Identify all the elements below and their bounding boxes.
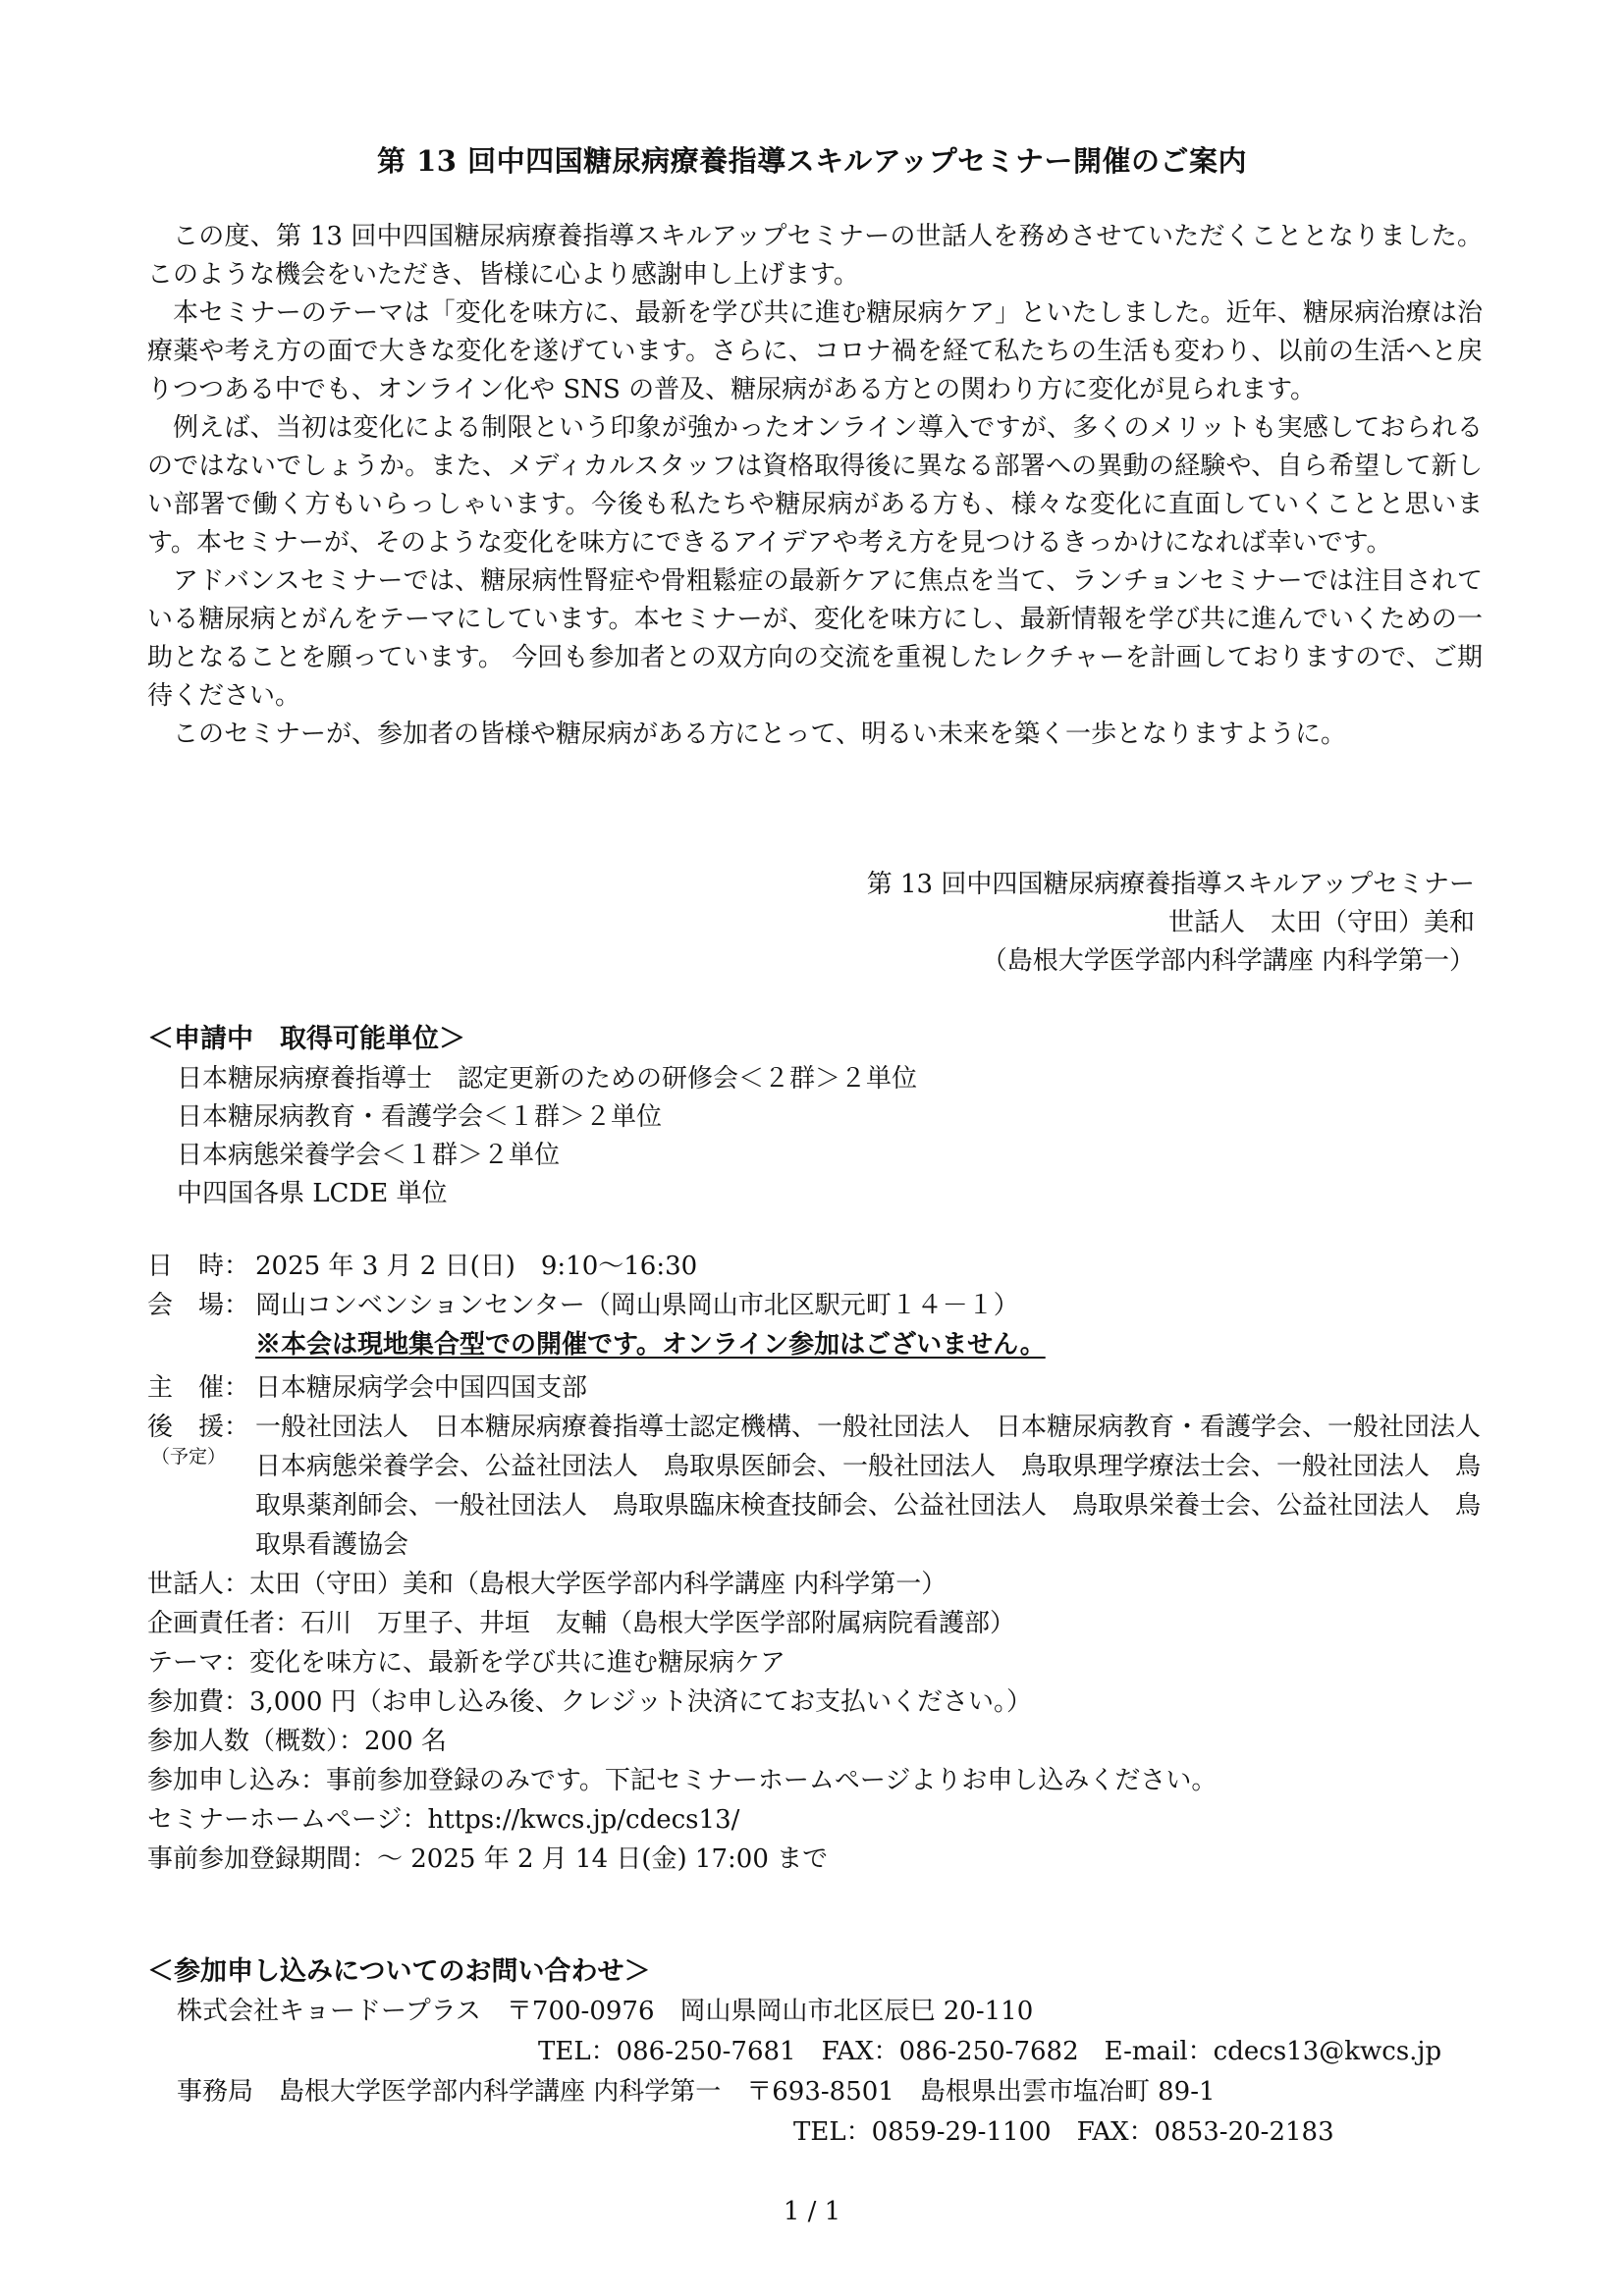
theme-line: テーマ：変化を味方に、最新を学び共に進む糖尿病ケア	[147, 1648, 786, 1678]
units-item: 日本糖尿病教育・看護学会＜１群＞２単位	[177, 1102, 663, 1132]
units-item: 日本糖尿病療養指導士 認定更新のための研修会＜２群＞２単位	[177, 1064, 918, 1094]
page-number: 1 / 1	[783, 2197, 841, 2226]
venue-value: 岡山コンベンションセンター（岡山県岡山市北区駅元町１４－１）	[255, 1291, 1019, 1320]
host-row	[147, 1368, 1488, 1408]
units-list	[177, 1060, 917, 1213]
intro-paragraph: 例えば、当初は変化による制限という印象が強かったオンライン導入ですが、多くのメリットも実感しておられるのではないでしょうか。また、メディカルスタッフは資格取得後に異なる部署への異動の経験や、自ら希望して新しい部署で働く方もいらっしゃいます。今後も私たちや糖尿病がある方も、様々な変化に直面していくことと思います。本セミナーが、そのような変化を味方にできるアイデアや考え方を見つけるきっかけになれば幸いです。	[147, 413, 1483, 558]
host-label: 主 催：	[147, 1373, 250, 1403]
office-tel-line: TEL：0859-29-1100 FAX：0853-20-2183	[793, 2117, 1334, 2147]
units-heading: ＜申請中 取得可能単位＞	[147, 1024, 465, 1054]
support-label: 後 援：	[147, 1413, 250, 1442]
intro-paragraph: アドバンスセミナーでは、糖尿病性腎症や骨粗鬆症の最新ケアに焦点を当て、ランチョンセミナーでは注目されている糖尿病とがんをテーマにしています。本セミナーが、変化を味方にし、最新情報を学び共に進んでいくための一助となることを願っています。 今回も参加者との双方向の交流を重視したレクチャーを計画しておりますので、ご期待ください。	[147, 566, 1483, 711]
host-value: 日本糖尿病学会中国四国支部	[255, 1373, 588, 1403]
venue-label: 会 場：	[147, 1291, 250, 1320]
organizer-line: 世話人：太田（守田）美和（島根大学医学部内科学講座 内科学第一）	[147, 1570, 947, 1599]
support-row	[147, 1408, 1507, 1565]
date-row	[147, 1247, 1488, 1286]
intro-paragraph: 本セミナーのテーマは「変化を味方に、最新を学び共に進む糖尿病ケア」といたしました。近年、糖尿病治療は治療薬や考え方の面で大きな変化を遂げています。さらに、コロナ禍を経て私たちの生活も変わり、以前の生活へと戻りつつある中でも、オンライン化や SNS の普及、糖尿病がある方との関わり方に変化が見られます。	[147, 298, 1483, 404]
fee-line: 参加費：3,000 円（お申し込み後、クレジット決済にてお支払いください。）	[147, 1687, 1033, 1717]
signature-affiliation: （島根大学医学部内科学講座 内科学第一）	[981, 946, 1475, 976]
signature-block	[867, 866, 1475, 981]
company-tel-line: TEL：086-250-7681 FAX：086-250-7682 E-mail：cdecs13@kwcs.jp	[538, 2037, 1442, 2066]
support-label-group	[147, 1408, 255, 1467]
venue-notice: ※本会は現地集合型での開催です。オンライン参加はございません。	[255, 1330, 1046, 1360]
units-item: 中四国各県 LCDE 単位	[177, 1179, 448, 1208]
intro-paragraph: この度、第 13 回中四国糖尿病療養指導スキルアップセミナーの世話人を務めさせていただくこととなりました。このような機会をいただき、皆様に心より感謝申し上げます。	[147, 222, 1483, 290]
company-line: 株式会社キョードープラス 〒700-0976 岡山県岡山市北区辰巳 20-110	[177, 1997, 1034, 2026]
units-item: 日本病態栄養学会＜１群＞２単位	[177, 1141, 561, 1170]
capacity-line: 参加人数（概数）：200 名	[147, 1727, 447, 1756]
signature-name: 世話人 太田（守田）美和	[1167, 908, 1475, 937]
support-note: （予定）	[151, 1446, 227, 1468]
intro-section	[147, 218, 1483, 754]
intro-paragraph: このセミナーが、参加者の皆様や糖尿病がある方にとって、明るい未来を築く一歩となりますように。	[173, 720, 1346, 749]
contact-heading: ＜参加申し込みについてのお問い合わせ＞	[147, 1956, 651, 1987]
office-line: 事務局 島根大学医学部内科学講座 内科学第一 〒693-8501 島根県出雲市塩冶町 89-1	[177, 2077, 1216, 2107]
page-title: 第 13 回中四国糖尿病療養指導スキルアップセミナー開催のご案内	[377, 144, 1247, 178]
support-value: 一般社団法人 日本糖尿病療養指導士認定機構、一般社団法人 日本糖尿病教育・看護学会、一般社団法人 日本病態栄養学会、公益社団法人 鳥取県医師会、一般社団法人 鳥取県理学療法士会、一般社団法人 鳥取県薬剤師会、一般社団法人 鳥取県臨床検査技師会、公益社団法人 鳥取県栄養士会、公益社団法人 鳥取県看護協会	[255, 1413, 1507, 1560]
event-info	[147, 1247, 1507, 1879]
date-value: 2025 年 3 月 2 日(日) 9:10～16:30	[255, 1252, 698, 1281]
signature-org: 第 13 回中四国糖尿病療養指導スキルアップセミナー	[866, 870, 1475, 899]
venue-row	[147, 1286, 1488, 1325]
date-label: 日 時：	[147, 1252, 250, 1281]
apply-line: 参加申し込み：事前参加登録のみです。下記セミナーホームページよりお申し込みください。	[147, 1766, 1218, 1795]
contact-section	[177, 1992, 1502, 2153]
planner-line: 企画責任者：石川 万里子、井垣 友輔（島根大学医学部附属病院看護部）	[147, 1609, 1016, 1638]
homepage-line[interactable]: セミナーホームページ：https://kwcs.jp/cdecs13/	[147, 1805, 740, 1835]
deadline-line: 事前参加登録期間：～ 2025 年 2 月 14 日(金) 17:00 まで	[147, 1844, 829, 1874]
